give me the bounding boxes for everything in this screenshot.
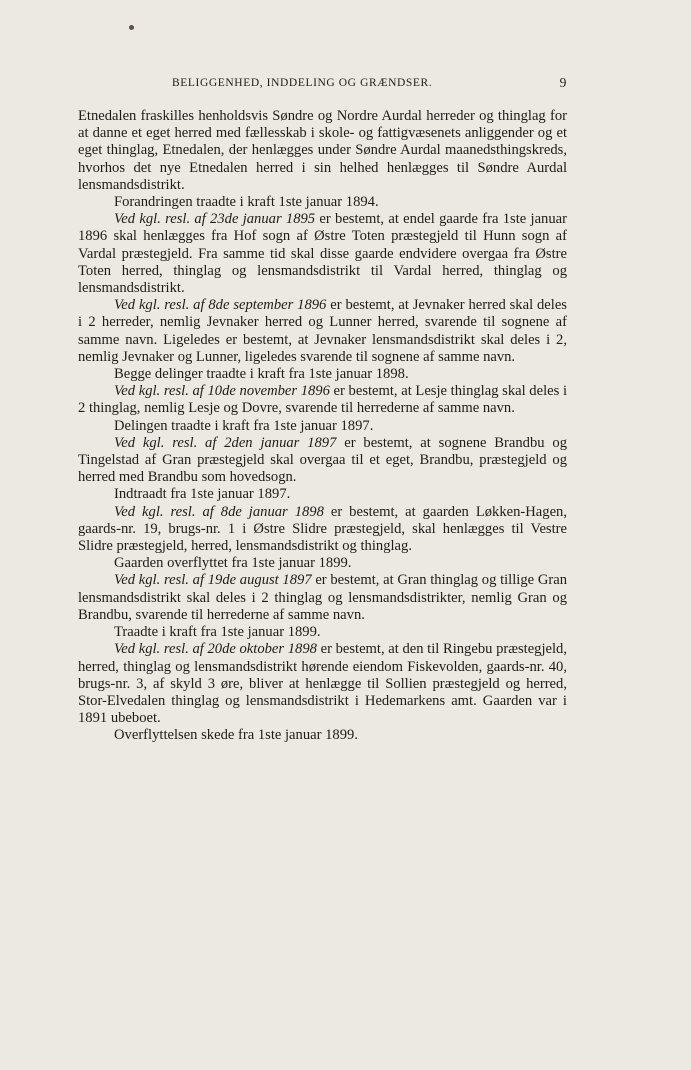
paragraph-lead: Ved kgl. resl. af 10de november 1896 xyxy=(114,383,330,400)
paragraph xyxy=(78,366,567,383)
paragraph-text: Begge delinger traadte i kraft fra 1ste januar 1898. xyxy=(114,366,409,383)
paragraph xyxy=(78,211,567,297)
paragraph-text: Etnedalen fraskilles henholdsvis Søndre og Nordre Aurdal herreder og thinglag for at danne et eget herred med fællesskab i skole- og fattigvæsenets anliggender og et eget thinglag, Etnedalen, der henlægges under Søndre Aurdal maanedsthingskreds, hvorhos det nye Etnedalen herred i sin helhed henlægges til Søndre Aurdal lensmandsdistrikt. xyxy=(78,108,567,193)
paragraph xyxy=(78,418,567,435)
paragraph-lead: Ved kgl. resl. af 8de september 1896 xyxy=(114,297,327,314)
paragraph-text: er bestemt, at den til Ringebu præstegjeld, herred, thinglag og lensmandsdistrikt hørende eiendom Fiskevolden, gaards-nr. 40, brugs-nr. 3, af skyld 3 øre, bliver at henlægge til Sollien præstegjeld og herred, Stor-Elvedalen thinglag og lensmandsdistrikt i Hedemarkens amt. Gaarden var i 1891 ubeboet. xyxy=(78,641,568,727)
body-text xyxy=(78,108,567,745)
paragraph-lead: Ved kgl. resl. af 8de januar 1898 xyxy=(114,503,324,520)
paragraph xyxy=(78,624,567,641)
paragraph xyxy=(78,727,567,744)
paragraph xyxy=(78,383,567,417)
page-number: 9 xyxy=(559,75,567,90)
paragraph-text: Forandringen traadte i kraft 1ste januar 1894. xyxy=(114,194,379,211)
paragraph xyxy=(78,572,567,624)
paragraph-text: er bestemt, at gaarden Løkken-Hagen, gaards-nr. 19, brugs-nr. 1 i Østre Slidre præstegjeld, skal henlægges til Vestre Slidre præstegjeld, herred, lensmandsdistrikt og thinglag. xyxy=(78,503,567,555)
paragraph-text: er bestemt, at endel gaarde fra 1ste januar 1896 skal henlægges fra Hof sogn af Østre Toten præstegjeld til Hunn sogn af Vardal præstegjeld. Fra samme tid skal disse gaarde endvidere overgaa fra Østre Toten herred, thinglag og lensmandsdistrikt til Vardal herred, thinglag og lensmandsdistrikt. xyxy=(78,211,567,297)
paragraph xyxy=(78,194,567,211)
paragraph-lead: Ved kgl. resl. af 23de januar 1895 xyxy=(114,211,316,228)
paragraph-text: er bestemt, at Jevnaker herred skal deles i 2 herreder, nemlig Jevnaker herred og Lunner herred, svarende til sognene af samme navn. Ligeledes er bestemt, at Jevnaker lensmandsdistrikt skal deles i 2, nemlig Jevnaker og Lunner, ligeledes svarende til sognene af samme navn. xyxy=(78,297,567,365)
paragraph-text: er bestemt, at Lesje thinglag skal deles i 2 thinglag, nemlig Lesje og Dovre, svarende til herrederne af samme navn. xyxy=(78,383,568,417)
paragraph-text: Traadte i kraft fra 1ste januar 1899. xyxy=(114,624,321,641)
paragraph-lead: Ved kgl. resl. af 2den januar 1897 xyxy=(114,434,337,451)
paragraph-text: er bestemt, at Gran thinglag og tillige Gran lensmandsdistrikt skal deles i 2 thinglag og lensmandsdistrikter, nemlig Gran og Brandbu, svarende til herrederne af samme navn. xyxy=(78,572,568,623)
ink-spot xyxy=(129,25,134,30)
paragraph xyxy=(78,108,567,194)
header-title: BELIGGENHED, INDDELING OG GRÆNDSER. xyxy=(172,77,433,89)
paragraph-text: Gaarden overflyttet fra 1ste januar 1899. xyxy=(114,555,352,572)
paragraph-text: Overflyttelsen skede fra 1ste januar 1899. xyxy=(114,727,358,744)
paragraph xyxy=(78,504,567,556)
paragraph-lead: Ved kgl. resl. af 20de oktober 1898 xyxy=(114,641,317,658)
paragraph-text: er bestemt, at sognene Brandbu og Tingelstad af Gran præstegjeld skal overgaa til et eget, Brandbu, præstegjeld og herred med Brandbu som hovedsogn. xyxy=(78,434,567,486)
paragraph-text: Indtraadt fra 1ste januar 1897. xyxy=(114,486,291,503)
paragraph xyxy=(78,435,567,487)
paragraph-text: Delingen traadte i kraft fra 1ste januar 1897. xyxy=(114,417,374,434)
paragraph-lead: Ved kgl. resl. af 19de august 1897 xyxy=(114,572,312,589)
paragraph xyxy=(78,297,567,366)
paragraph xyxy=(78,555,567,572)
paragraph xyxy=(78,486,567,503)
paragraph xyxy=(78,641,567,727)
